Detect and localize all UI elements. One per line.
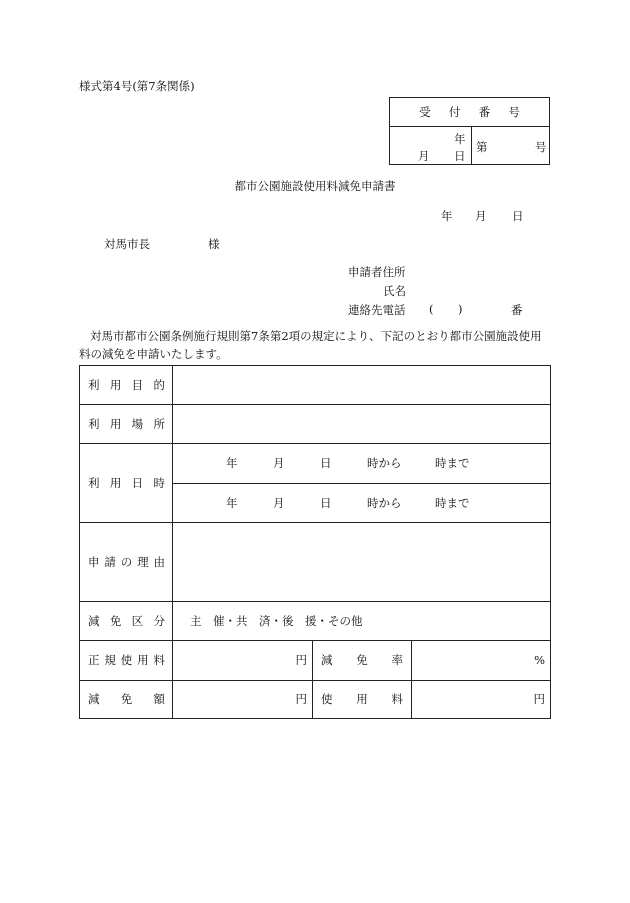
reception-year[interactable]: 年 [454, 132, 466, 146]
reception-day[interactable]: 日 [454, 149, 466, 163]
phone-ban: 番 [511, 303, 523, 317]
reception-dai[interactable]: 第 [476, 140, 488, 154]
intro-line-1: 対馬市都市公園条例施行規則第7条第2項の規定により、下記のとおり都市公園施設使用 [90, 329, 542, 343]
reduction-rate-label: 減 免 率 [321, 653, 403, 667]
reception-header-char: 号 [508, 105, 520, 119]
reduction-amount-label: 減 免 額 [88, 692, 165, 706]
purpose-field[interactable] [173, 366, 550, 404]
phone-paren-close: ) [458, 302, 463, 316]
phone-paren-open: ( [429, 302, 434, 316]
category-options[interactable]: 主 催・共 済・後 援・その他 [190, 613, 363, 628]
reduction-amount-field[interactable]: 円 [295, 692, 307, 706]
datetime-label: 利 用 日 時 [88, 475, 165, 490]
page-title: 都市公園施設使用料減免申請書 [234, 179, 396, 193]
reception-divider [471, 127, 472, 165]
applicant-name-label: 氏名 [383, 284, 406, 298]
category-label: 減 免 区 分 [88, 613, 165, 628]
date-month[interactable]: 月 [475, 209, 487, 223]
application-table [79, 365, 551, 719]
date-year[interactable]: 年 [441, 209, 453, 223]
datetime-row-2[interactable]: 年 月 日 時から 時まで [226, 495, 470, 510]
reception-number-box [389, 97, 550, 165]
regular-fee-label: 正 規 使 用 料 [88, 653, 165, 667]
reception-header-char: 付 [448, 105, 461, 119]
reduction-rate-field[interactable]: % [534, 653, 545, 667]
purpose-label: 利 用 目 的 [88, 378, 165, 392]
form-number: 様式第4号(第7条関係) [79, 79, 195, 93]
reception-gou[interactable]: 号 [535, 140, 547, 154]
applicant-address-label: 申請者住所 [348, 265, 406, 279]
datetime-row-1[interactable]: 年 月 日 時から 時まで [226, 456, 470, 470]
intro-line-2: 料の減免を申請いたします。 [79, 347, 228, 361]
reception-header-char: 受 [419, 105, 431, 119]
regular-fee-field[interactable]: 円 [295, 653, 307, 667]
usage-fee-field[interactable]: 円 [533, 692, 545, 706]
reception-header-char: 番 [478, 105, 491, 119]
place-label: 利 用 場 所 [88, 416, 165, 431]
place-field[interactable] [173, 404, 550, 443]
reason-field[interactable] [173, 522, 550, 601]
date-day[interactable]: 日 [512, 209, 524, 223]
addressee-honorific: 様 [208, 237, 220, 251]
applicant-phone-label: 連絡先電話 [348, 303, 406, 317]
reason-label: 申 請 の 理 由 [88, 554, 165, 569]
addressee-name: 対馬市長 [104, 237, 150, 251]
reception-month[interactable]: 月 [418, 149, 430, 163]
usage-fee-label: 使 用 料 [321, 692, 403, 706]
reception-header [390, 98, 549, 127]
